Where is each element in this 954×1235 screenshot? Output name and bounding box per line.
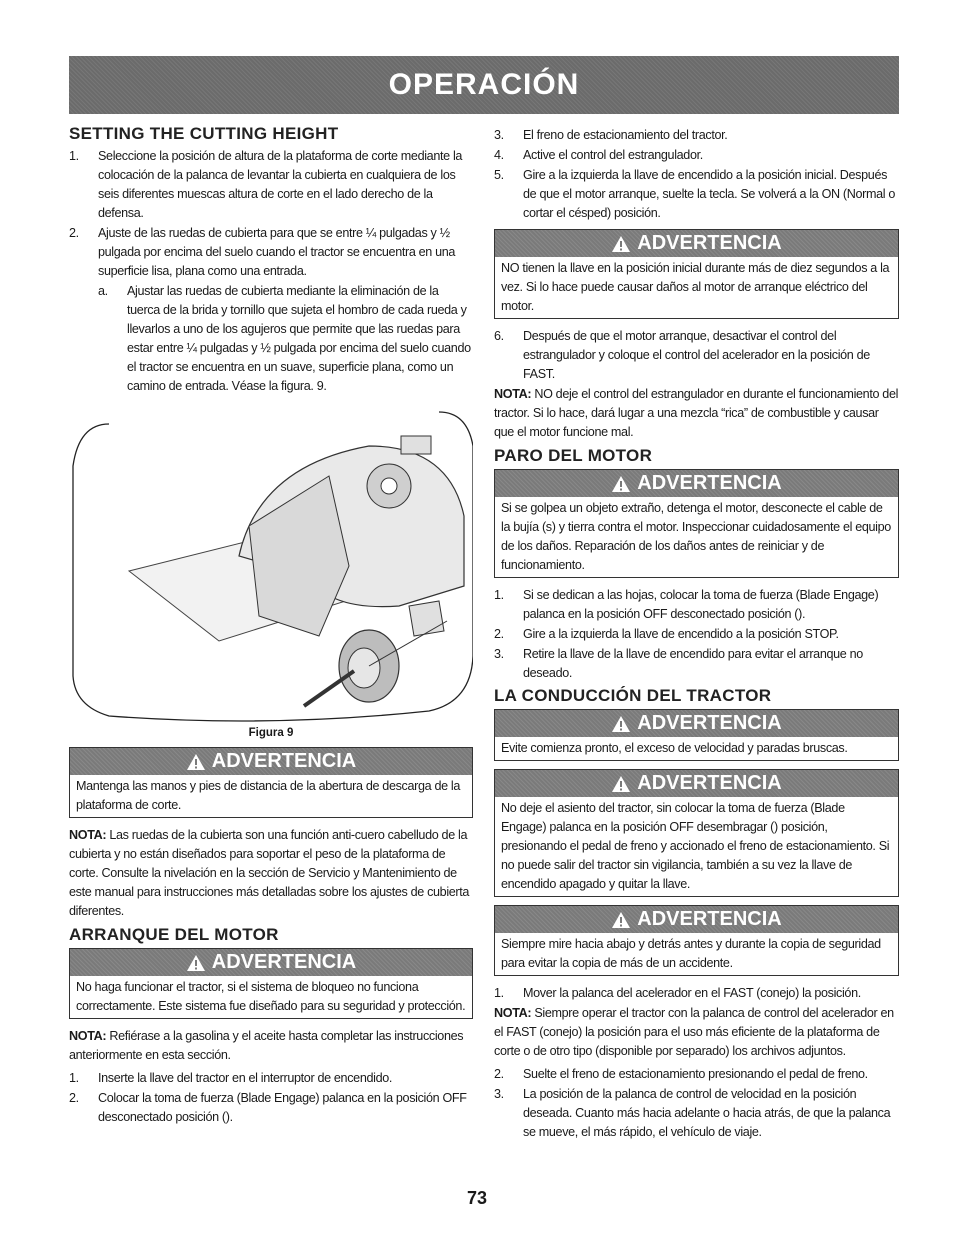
item-number: 4. xyxy=(494,148,504,162)
list-item xyxy=(69,1069,473,1088)
note-label: NOTA: xyxy=(69,1029,107,1043)
list-item xyxy=(494,1065,899,1084)
warning-text: NO tienen la llave en la posición inicial durante más de diez segundos a la vez. Si lo hace puede causar daños al motor de arranque eléctrico del motor. xyxy=(501,261,890,313)
note-paragraph xyxy=(494,385,899,442)
item-text: Ajuste de las ruedas de cubierta para que se entre ¼ pulgadas y ½ pulgada por encima del suelo cuando el tractor se encuentra en una superficie lisa, plana como una entrada. xyxy=(98,226,456,278)
item-text: La posición de la palanca de control de velocidad en la posición deseada. Cuanto más hacia adelante o hacia atrás, de que la palanca se mueve, el más rápido, el vehículo de viaje. xyxy=(523,1087,891,1139)
item-number: 3. xyxy=(494,647,504,661)
warning-title: ADVERTENCIA xyxy=(637,232,782,254)
warning-triangle-icon xyxy=(186,753,206,771)
warning-triangle-icon xyxy=(611,715,631,733)
warning-header xyxy=(70,949,472,976)
list-item xyxy=(69,147,473,223)
list-item xyxy=(494,586,899,624)
warning-title: ADVERTENCIA xyxy=(637,908,782,930)
heading-paro: PARO DEL MOTOR xyxy=(494,446,653,465)
right-column xyxy=(494,126,899,1143)
item-text: Gire a la izquierda la llave de encendido a la posición STOP. xyxy=(523,627,839,641)
warning-header xyxy=(70,748,472,775)
warning-header xyxy=(495,906,898,933)
warning-title: ADVERTENCIA xyxy=(637,772,782,794)
list-item xyxy=(494,126,899,145)
item-text: Inserte la llave del tractor en el interruptor de encendido. xyxy=(98,1071,393,1085)
warning-text: Siempre mire hacia abajo y detrás antes y durante la copia de seguridad para evitar la copia de más de un accidente. xyxy=(501,937,881,970)
warning-triangle-icon xyxy=(611,911,631,929)
warning-text: Si se golpea un objeto extraño, detenga el motor, desconecte el cable de la bujía (s) y tierra contra el motor. Inspeccionar cuidadosamente el equipo de los daños. Reparación de los daños antes de reiniciar y de funcionamiento. xyxy=(501,501,891,572)
heading-arranque: ARRANQUE DEL MOTOR xyxy=(69,925,279,944)
warning-header xyxy=(495,710,898,737)
item-number: a. xyxy=(98,284,108,298)
item-text: Active el control del estrangulador. xyxy=(523,148,703,162)
item-text: Suelte el freno de estacionamiento presionando el pedal de freno. xyxy=(523,1067,868,1081)
heading-cutting-height: SETTING THE CUTTING HEIGHT xyxy=(69,124,339,143)
note-text: NO deje el control del estrangulador en durante el funcionamiento del tractor. Si lo hace, dará lugar a una mezcla “rica” de combustible y causar que el motor funcione mal. xyxy=(494,387,899,439)
warning-title: ADVERTENCIA xyxy=(637,712,782,734)
item-number: 1. xyxy=(69,149,79,163)
warning-box xyxy=(494,229,899,319)
left-column xyxy=(69,124,473,1128)
list-item xyxy=(494,1085,899,1142)
item-number: 2. xyxy=(69,226,79,240)
section-banner xyxy=(69,56,899,114)
note-text: Siempre operar el tractor con la palanca de control del acelerador en el FAST (conejo) la posición para el uso más eficiente de la plataforma de corte o de otro tipo (disponible por separado) los archivos adjuntos. xyxy=(494,1006,894,1058)
warning-triangle-icon xyxy=(611,235,631,253)
item-number: 2. xyxy=(69,1091,79,1105)
note-text: Las ruedas de la cubierta son una función anti-cuero cabelludo de la cubierta y no están diseñados para soportar el peso de la plataforma de corte. Consulte la nivelación en la sección de Servicio y Mantenimiento de este manual para instrucciones más detalladas sobre los ajustes de cubierta diferentes. xyxy=(69,828,470,918)
warning-text: No haga funcionar el tractor, si el sistema de bloqueo no funciona correctamente. Este sistema fue diseñado para su seguridad y protección. xyxy=(76,980,466,1013)
note-label: NOTA: xyxy=(69,828,107,842)
list-item xyxy=(494,625,899,644)
item-text: Retire la llave de la llave de encendido para evitar el arranque no deseado. xyxy=(523,647,863,680)
warning-text: Evite comienza pronto, el exceso de velocidad y paradas bruscas. xyxy=(501,741,848,755)
note-label: NOTA: xyxy=(494,1006,532,1020)
list-item xyxy=(69,224,473,281)
page-number: 73 xyxy=(466,1188,488,1208)
warning-text: Mantenga las manos y pies de distancia de la abertura de descarga de la plataforma de corte. xyxy=(76,779,461,812)
warning-header xyxy=(495,770,898,797)
warning-box xyxy=(494,469,899,578)
item-number: 1. xyxy=(69,1071,79,1085)
item-text: El freno de estacionamiento del tractor. xyxy=(523,128,728,142)
warning-text: No deje el asiento del tractor, sin colocar la toma de fuerza (Blade Engage) palanca en la posición OFF desembragar () posición, presionando el pedal de freno y accionado el freno de estacionamiento. Si no puede salir del tractor sin vigilancia, también a su vez la llave de encendido apagado y quitar la llave. xyxy=(501,801,890,891)
note-label: NOTA: xyxy=(494,387,532,401)
figure-9-illustration xyxy=(69,406,473,724)
warning-box xyxy=(494,905,899,976)
list-subitem xyxy=(69,282,473,396)
item-text: Gire a la izquierda la llave de encendido a la posición inicial. Después de que el motor arranque, suelte la tecla. Se volverá a la ON (Normal o cortar el césped) posición. xyxy=(523,168,896,220)
list-item xyxy=(69,1089,473,1127)
list-item xyxy=(494,146,899,165)
figure-caption: Figura 9 xyxy=(248,727,294,739)
item-text: Seleccione la posición de altura de la plataforma de corte mediante la colocación de la palanca de levantar la cubierta en cualquiera de los seis diferentes muescas altura de corte en el lado derecho de la defensa. xyxy=(98,149,463,220)
list-item xyxy=(494,327,899,384)
heading-conduccion: LA CONDUCCIÓN DEL TRACTOR xyxy=(494,686,772,705)
warning-box xyxy=(69,747,473,818)
item-number: 3. xyxy=(494,1087,504,1101)
list-item xyxy=(494,166,899,223)
item-number: 1. xyxy=(494,588,504,602)
item-number: 1. xyxy=(494,986,504,1000)
note-paragraph xyxy=(69,1027,473,1065)
warning-title: ADVERTENCIA xyxy=(211,750,357,772)
list-item xyxy=(494,645,899,683)
warning-box xyxy=(69,948,473,1019)
warning-triangle-icon xyxy=(611,475,631,493)
item-number: 2. xyxy=(494,1067,504,1081)
warning-title: ADVERTENCIA xyxy=(211,951,357,973)
item-number: 6. xyxy=(494,329,504,343)
warning-box xyxy=(494,709,899,761)
item-number: 3. xyxy=(494,128,504,142)
item-text: Mover la palanca del acelerador en el FAST (conejo) la posición. xyxy=(523,986,861,1000)
warning-header xyxy=(495,230,898,257)
item-text: Si se dedican a las hojas, colocar la toma de fuerza (Blade Engage) palanca en la posición OFF desconectado posición (). xyxy=(523,588,879,621)
note-paragraph xyxy=(69,826,473,921)
item-text: Después de que el motor arranque, desactivar el control del estrangulador y coloque el control del acelerador en la posición de FAST. xyxy=(523,329,870,381)
section-title: OPERACIÓN xyxy=(388,68,580,101)
list-item xyxy=(494,984,899,1003)
item-number: 2. xyxy=(494,627,504,641)
warning-title: ADVERTENCIA xyxy=(637,472,782,494)
item-text: Colocar la toma de fuerza (Blade Engage) palanca en la posición OFF desconectado posición (). xyxy=(98,1091,467,1124)
note-text: Refiérase a la gasolina y el aceite hasta completar las instrucciones anteriormente en esta sección. xyxy=(69,1029,464,1062)
note-paragraph xyxy=(494,1004,899,1061)
item-number: 5. xyxy=(494,168,504,182)
warning-triangle-icon xyxy=(611,775,631,793)
warning-box xyxy=(494,769,899,897)
item-text: Ajustar las ruedas de cubierta mediante la eliminación de la tuerca de la brida y tornillo que sujeta el hombro de cada rueda y llevarlos a uno de los agujeros que permite que las ruedas para estar entre ¼ pulgadas y ½ pulgada por encima del suelo cuando el tractor se encuentra en un suave, superficie plana, como un camino de entrada. Véase la figura. 9. xyxy=(127,284,471,393)
warning-header xyxy=(495,470,898,497)
warning-triangle-icon xyxy=(186,954,206,972)
